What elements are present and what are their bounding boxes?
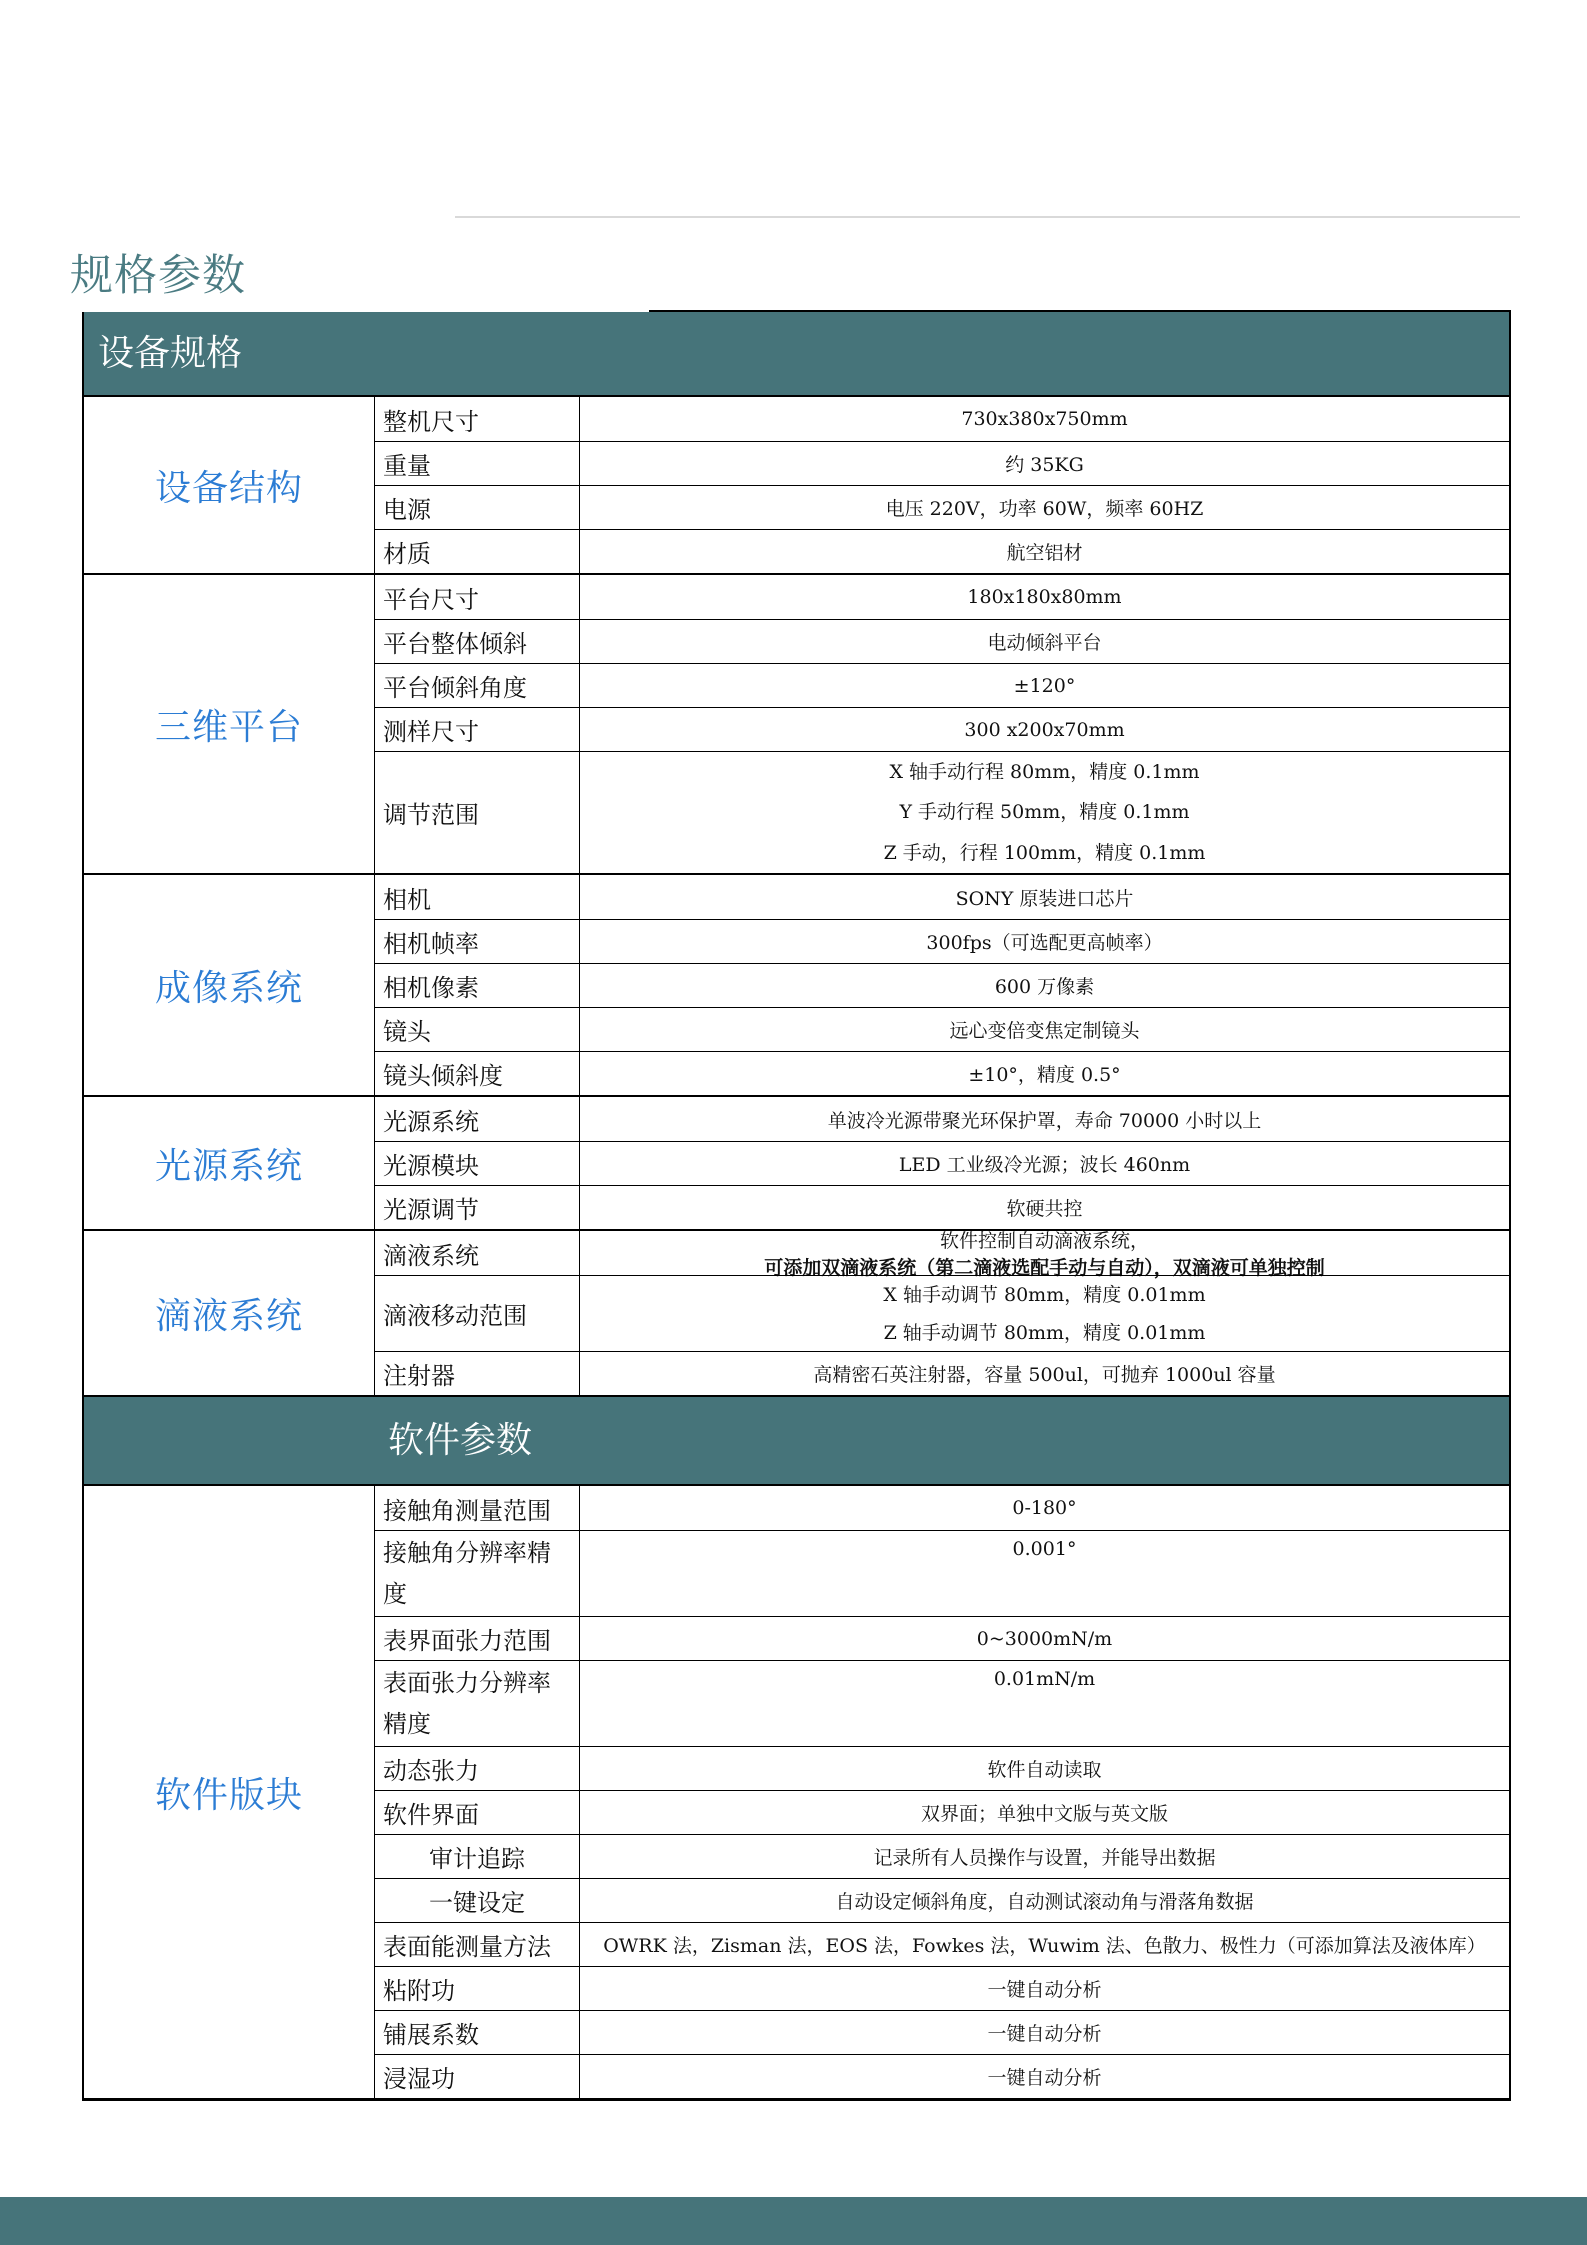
spec-row [375, 707, 1509, 751]
spec-value [580, 752, 1509, 873]
device-spec-header-bar [84, 312, 1509, 395]
software-spec-header-bar [84, 1395, 1509, 1484]
spec-value: 双界面；单独中文版与英文版 [920, 1803, 1168, 1825]
spec-row [375, 1275, 1509, 1351]
spec-value: ±120° [1013, 674, 1076, 697]
spec-label: 镜头倾斜度 [375, 1052, 580, 1095]
software-spec-sections [84, 1484, 1509, 2098]
spec-label: 滴液系统 [375, 1231, 580, 1275]
spec-row [375, 2054, 1509, 2098]
spec-label: 平台整体倾斜 [375, 620, 580, 663]
category-cell: 成像系统 [84, 875, 375, 1095]
spec-value: 高精密石英注射器，容量 500ul，可抛弃 1000ul 容量 [813, 1364, 1276, 1386]
spec-value: SONY 原装进口芯片 [955, 887, 1134, 910]
spec-row [375, 919, 1509, 963]
spec-label: 粘附功 [375, 1967, 580, 2010]
spec-label: 相机 [375, 875, 580, 919]
category-cell: 软件版块 [84, 1486, 375, 2098]
spec-value: LED 工业级冷光源；波长 460nm [898, 1154, 1191, 1176]
device-spec-header-label: 设备规格 [98, 333, 243, 374]
spec-row [375, 485, 1509, 529]
spec-label: 镜头 [375, 1008, 580, 1051]
spec-value: 0.001° [1012, 1538, 1077, 1560]
spec-row [375, 663, 1509, 707]
spec-label: 软件界面 [375, 1791, 580, 1834]
spec-label: 滴液移动范围 [375, 1276, 580, 1351]
spec-value: 180x180x80mm [967, 586, 1122, 608]
spec-row [375, 875, 1509, 919]
section-rows [375, 875, 1509, 1095]
spec-label: 相机帧率 [375, 920, 580, 963]
spec-row [375, 1185, 1509, 1229]
spec-row [375, 619, 1509, 663]
spec-row [375, 1966, 1509, 2010]
spec-value: 电压 220V，功率 60W，频率 60HZ [885, 498, 1204, 520]
spec-label [375, 1531, 580, 1616]
textbox-edge-line [455, 216, 1520, 218]
category-cell: 光源系统 [84, 1097, 375, 1229]
spec-label: 材质 [375, 530, 580, 573]
spec-value [580, 1276, 1509, 1351]
spec-label [375, 1661, 580, 1746]
footer-band [0, 2197, 1587, 2245]
spec-value-line: Z 轴手动调节 80mm，精度 0.01mm [883, 1321, 1206, 1344]
spec-row [375, 1790, 1509, 1834]
spec-label: 电源 [375, 486, 580, 529]
spec-row [375, 1486, 1509, 1530]
spec-row [375, 2010, 1509, 2054]
spec-value: 单波冷光源带聚光环保护罩，寿命 70000 小时以上 [827, 1109, 1262, 1132]
spec-value: 一键自动分析 [987, 1979, 1102, 2001]
spec-row [375, 1007, 1509, 1051]
spec-row [375, 1530, 1509, 1616]
spec-value: 远心变倍变焦定制镜头 [949, 1020, 1140, 1042]
device-spec-sections [84, 395, 1509, 1395]
table-top-border-segment [649, 310, 1511, 312]
spec-label: 光源系统 [375, 1097, 580, 1141]
category-cell: 滴液系统 [84, 1231, 375, 1395]
section-rows [375, 397, 1509, 573]
spec-value: 软硬共控 [1006, 1198, 1083, 1220]
spec-section [84, 573, 1509, 873]
spec-label: 一键设定 [375, 1879, 580, 1922]
spec-row [375, 1878, 1509, 1922]
spec-row [375, 575, 1509, 619]
spec-row [375, 1660, 1509, 1746]
spec-label: 调节范围 [375, 752, 580, 873]
spec-value: ±10°，精度 0.5° [968, 1064, 1121, 1086]
software-spec-header-label: 软件参数 [388, 1420, 533, 1461]
spec-label-line: 度 [383, 1579, 407, 1608]
spec-label-line: 表面张力分辨率 [383, 1668, 551, 1697]
spec-label: 光源调节 [375, 1186, 580, 1229]
spec-value [580, 1230, 1509, 1279]
spec-table [82, 312, 1511, 2101]
spec-label: 重量 [375, 442, 580, 485]
spec-value: 航空铝材 [1006, 542, 1083, 564]
spec-row [375, 1230, 1509, 1279]
spec-label: 铺展系数 [375, 2011, 580, 2054]
spec-row [375, 397, 1509, 441]
spec-row [375, 1097, 1509, 1141]
spec-row [375, 963, 1509, 1007]
spec-value: 300fps（可选配更高帧率） [926, 932, 1163, 954]
spec-label: 平台倾斜角度 [375, 664, 580, 707]
spec-value: 一键自动分析 [987, 2067, 1102, 2089]
spec-value-line: X 轴手动调节 80mm，精度 0.01mm [883, 1283, 1206, 1306]
spec-label: 动态张力 [375, 1747, 580, 1790]
spec-value-part: 可添加双滴液系统（第二滴液选配手动与自动），双滴液可单独控制 [764, 1257, 1325, 1279]
spec-label-line: 接触角分辨率精 [383, 1538, 551, 1567]
spec-label: 光源模块 [375, 1142, 580, 1185]
spec-label: 审计追踪 [375, 1835, 580, 1878]
spec-label: 相机像素 [375, 964, 580, 1007]
category-cell: 三维平台 [84, 575, 375, 873]
spec-section [84, 1484, 1509, 2098]
spec-row [375, 1141, 1509, 1185]
spec-value: 0~3000mN/m [976, 1627, 1113, 1650]
spec-label-line: 精度 [383, 1709, 431, 1738]
spec-label: 浸湿功 [375, 2055, 580, 2098]
section-rows [375, 575, 1509, 873]
spec-value: 0.01mN/m [993, 1668, 1096, 1690]
spec-row [375, 441, 1509, 485]
page-title: 规格参数 [70, 251, 246, 301]
spec-value: 记录所有人员操作与设置，并能导出数据 [873, 1847, 1216, 1869]
spec-row [375, 1351, 1509, 1395]
spec-value: 一键自动分析 [987, 2023, 1102, 2045]
spec-value: 300 x200x70mm [964, 718, 1125, 741]
spec-value: 0-180° [1012, 1497, 1077, 1519]
spec-label: 测样尺寸 [375, 708, 580, 751]
spec-label: 平台尺寸 [375, 575, 580, 619]
spec-label: 表界面张力范围 [375, 1617, 580, 1660]
spec-value: 自动设定倾斜角度，自动测试滚动角与滑落角数据 [835, 1891, 1254, 1913]
spec-row [375, 1051, 1509, 1095]
spec-value: 电动倾斜平台 [987, 632, 1102, 654]
spec-row [375, 1616, 1509, 1660]
spec-row [375, 1746, 1509, 1790]
spec-value-part: 软件控制自动滴液系统， [939, 1230, 1149, 1252]
category-cell: 设备结构 [84, 397, 375, 573]
section-rows [375, 1097, 1509, 1229]
spec-label: 表面能测量方法 [375, 1923, 580, 1966]
spec-row [375, 1834, 1509, 1878]
spec-value: 600 万像素 [994, 976, 1095, 998]
spec-section [84, 395, 1509, 573]
spec-section [84, 1229, 1509, 1395]
spec-value: 730x380x750mm [961, 408, 1128, 430]
section-rows [375, 1486, 1509, 2098]
spec-label: 注射器 [375, 1352, 580, 1395]
spec-value-line: Y 手动行程 50mm，精度 0.1mm [899, 801, 1190, 824]
spec-row [375, 1922, 1509, 1966]
spec-label: 整机尺寸 [375, 397, 580, 441]
spec-label: 接触角测量范围 [375, 1486, 580, 1530]
spec-value: 软件自动读取 [987, 1759, 1102, 1781]
spec-section [84, 873, 1509, 1095]
section-rows [375, 1231, 1509, 1395]
spec-row [375, 529, 1509, 573]
spec-row [375, 751, 1509, 873]
spec-value-line: X 轴手动行程 80mm，精度 0.1mm [889, 760, 1200, 783]
spec-value: OWRK 法，Zisman 法，EOS 法，Fowkes 法，Wuwim 法、色散力、极性力（可添加算法及液体库） [603, 1935, 1486, 1957]
spec-section [84, 1095, 1509, 1229]
spec-value-line: Z 手动，行程 100mm，精度 0.1mm [883, 841, 1206, 864]
spec-value: 约 35KG [1005, 454, 1084, 476]
